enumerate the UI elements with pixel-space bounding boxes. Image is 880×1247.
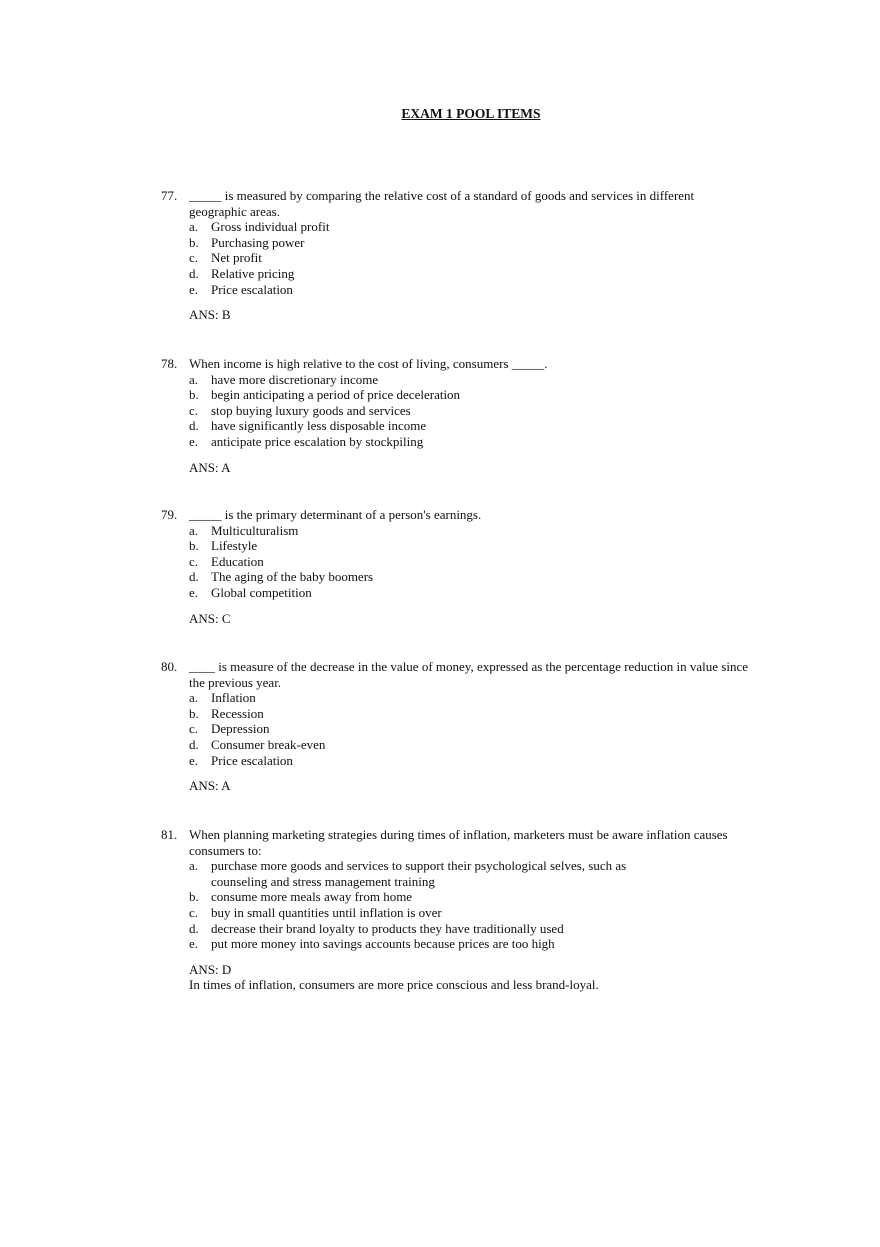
- option-b: b. consume more meals away from home: [189, 889, 413, 905]
- option-c: c. Education: [189, 553, 264, 569]
- question-number: 80.: [161, 659, 178, 674]
- option-c: c. stop buying luxury goods and services: [189, 402, 411, 418]
- question-number: 78.: [161, 356, 178, 371]
- option-e: e. put more money into savings accounts because prices are too high: [189, 936, 555, 952]
- option-d: d. Consumer break-even: [189, 736, 326, 752]
- page-title: EXAM 1 POOL ITEMS: [401, 106, 541, 121]
- question-79: [161, 507, 761, 626]
- option-d: d. Relative pricing: [189, 265, 295, 281]
- answer-key: ANS: C: [189, 610, 231, 626]
- option-e: e. Global competition: [189, 584, 312, 600]
- option-b: b. Recession: [189, 705, 264, 721]
- answer-key: ANS: A: [189, 778, 231, 794]
- option-a: a. purchase more goods and services to support their psychological selves, such as counseling and stress management training: [189, 858, 627, 889]
- option-e: e. anticipate price escalation by stockpiling: [189, 433, 424, 449]
- option-list: [161, 219, 761, 297]
- option-list: [161, 523, 761, 601]
- question-77: [161, 188, 761, 323]
- option-c: c. Depression: [189, 721, 270, 737]
- question-number: 79.: [161, 507, 178, 522]
- question-81: [161, 827, 761, 993]
- answer-key: ANS: B: [189, 307, 231, 323]
- option-b: b. begin anticipating a period of price deceleration: [189, 387, 461, 403]
- question-text: When income is high relative to the cost of living, consumers _____.: [189, 356, 548, 371]
- option-a: a. Gross individual profit: [189, 219, 330, 235]
- answer-key: ANS: D: [189, 961, 232, 977]
- option-a: a. have more discretionary income: [189, 371, 379, 387]
- question-text: _____ is the primary determinant of a person's earnings.: [189, 507, 482, 522]
- option-d: d. decrease their brand loyalty to products they have traditionally used: [189, 920, 564, 936]
- option-d: d. have significantly less disposable income: [189, 418, 427, 434]
- answer-key: ANS: A: [189, 459, 231, 475]
- question-number: 77.: [161, 188, 178, 203]
- question-text: ____ is measure of the decrease in the value of money, expressed as the percentage reduction in value since the previous year.: [189, 659, 749, 690]
- option-c: c. Net profit: [189, 250, 262, 266]
- option-list: [161, 858, 761, 952]
- option-list: [161, 690, 761, 768]
- option-a: a. Multiculturalism: [189, 522, 299, 538]
- option-b: b. Purchasing power: [189, 234, 305, 250]
- question-78: [161, 356, 761, 475]
- question-number: 81.: [161, 827, 178, 842]
- answer-explanation: In times of inflation, consumers are more price conscious and less brand-loyal.: [189, 977, 599, 993]
- option-b: b. Lifestyle: [189, 538, 258, 554]
- option-e: e. Price escalation: [189, 281, 293, 297]
- option-d: d. The aging of the baby boomers: [189, 569, 374, 585]
- option-c: c. buy in small quantities until inflation is over: [189, 904, 442, 920]
- question-text: _____ is measured by comparing the relative cost of a standard of goods and services in different geographic areas.: [189, 188, 695, 219]
- option-a: a. Inflation: [189, 690, 256, 706]
- option-e: e. Price escalation: [189, 752, 293, 768]
- option-list: [161, 372, 761, 450]
- question-text: When planning marketing strategies during times of inflation, marketers must be aware inflation causes consumers to:: [189, 827, 728, 858]
- question-80: [161, 659, 761, 794]
